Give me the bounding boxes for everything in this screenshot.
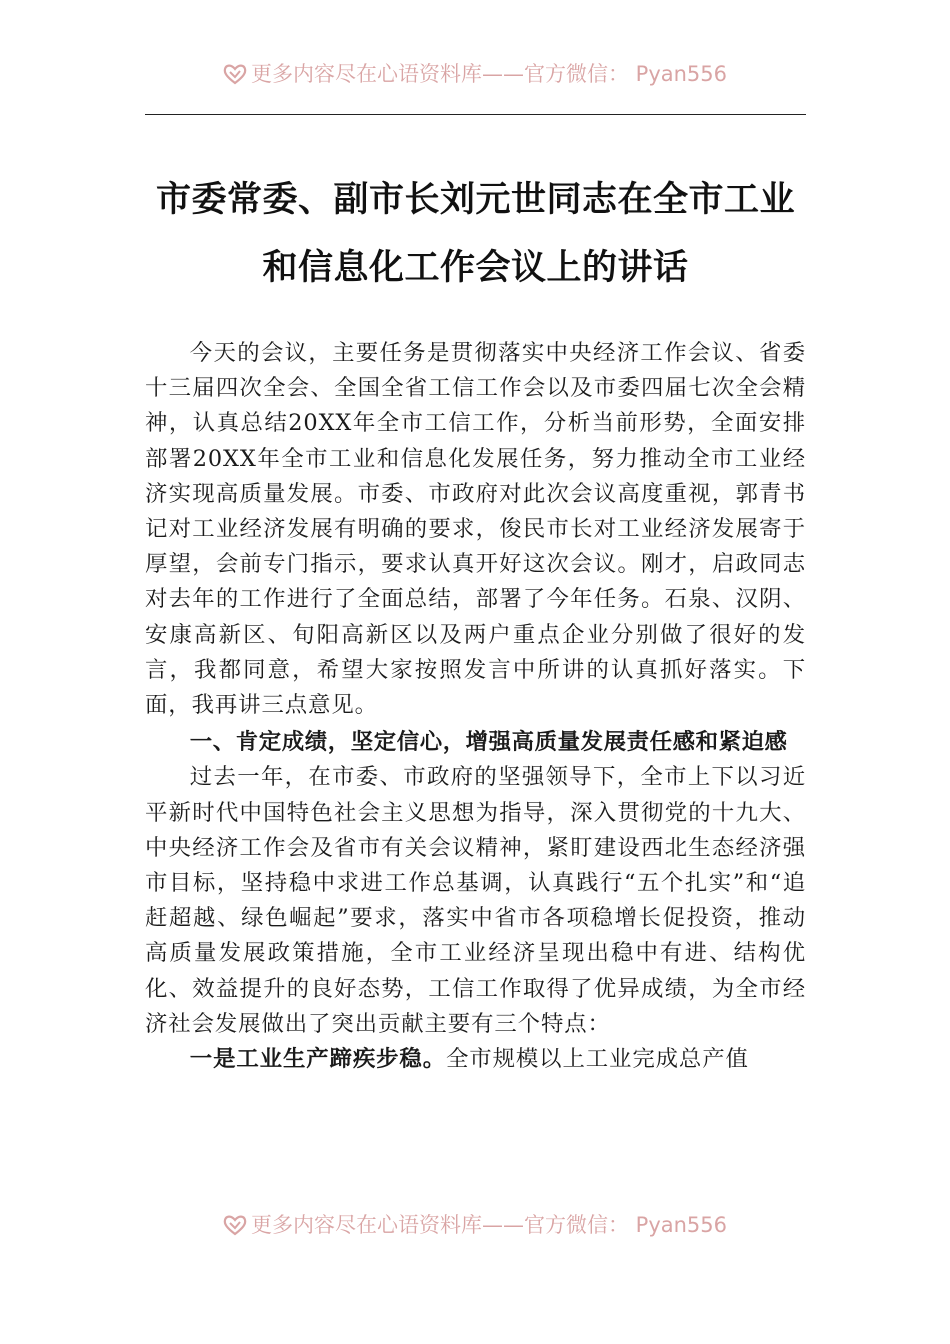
header-watermark — [0, 58, 950, 88]
body-paragraph: 过去一年，在市委、市政府的坚强领导下，全市上下以习近平新时代中国特色社会主义思想为指导，深入贯彻党的十九大、中央经济工作会及省市有关会议精神，紧盯建设西北生态经济强市目标，坚持稳中求进工作总基调，认真践行“五个扎实”和“追赶超越、绿色崛起”要求，落实中省市各项稳增长促投资，推动高质量发展政策措施，全市工业经济呈现出稳中有进、结构优化、效益提升的良好态势，工信工作取得了优异成绩，为全市经济社会发展做出了突出贡献主要有三个特点： — [145, 764, 806, 1037]
footer-watermark — [0, 1209, 950, 1239]
body-paragraph — [145, 1042, 806, 1077]
header-divider — [145, 114, 806, 115]
paragraph-lead: 一是工业生产蹄疾步稳。 — [189, 1046, 446, 1073]
body-paragraph: 今天的会议，主要任务是贯彻落实中央经济工作会议、省委十三届四次全会、全国全省工信工作会以及市委四届七次全会精神，认真总结20XX年全市工信工作，分析当前形势，全面安排部署20XX年全市工业和信息化发展任务，努力推动全市工业经济实现高质量发展。市委、市政府对此次会议高度重视，郭青书记对工业经济发展有明确的要求，俊民市长对工业经济发展寄于厚望，会前专门指示，要求认真开好这次会议。刚才，启政同志对去年的工作进行了全面总结，部署了今年任务。石泉、汉阴、安康高新区、旬阳高新区以及两户重点企业分别做了很好的发言，我都同意，希望大家按照发言中所讲的认真抓好落实。下面，我再讲三点意见。 — [145, 340, 806, 719]
footer-watermark-text: 更多内容尽在心语资料库——官方微信： Pyan556 — [250, 1213, 728, 1237]
document-title-line2: 和信息化工作会议上的讲话 — [262, 247, 689, 288]
section-heading: 一、肯定成绩，坚定信心，增强高质量发展责任感和紧迫感 — [189, 729, 788, 756]
header-watermark-text: 更多内容尽在心语资料库——官方微信： Pyan556 — [250, 62, 728, 86]
document-title-line1: 市委常委、副市长刘元世同志在全市工业 — [155, 179, 795, 220]
paragraph-text: 全市规模以上工业完成总产值 — [446, 1046, 749, 1073]
document-body — [145, 336, 806, 1077]
heart-logo-icon — [223, 1214, 247, 1236]
heart-logo-icon — [223, 63, 247, 85]
